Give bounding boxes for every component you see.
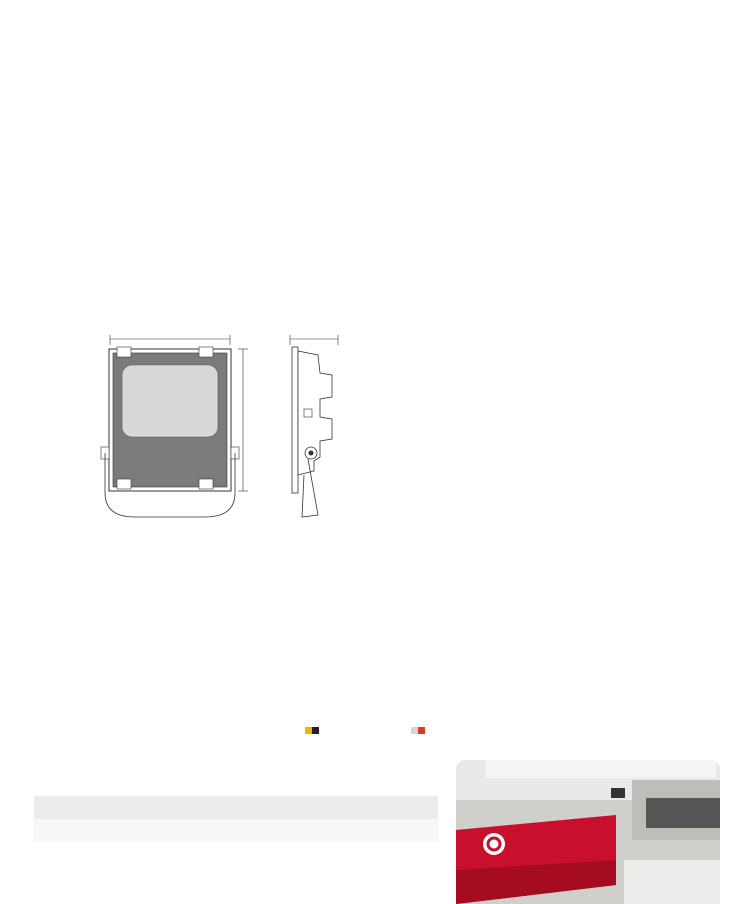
polar-curve-chart [34,566,224,726]
pkg-cell-weight [337,819,438,842]
pkg-cell-qty [236,819,337,842]
beam-legend-horizontal [411,725,427,734]
pkg-header-name [34,796,135,819]
pkg-cell-name [34,819,135,842]
beam-legend-vertical [305,725,321,734]
pkg-header-qty [236,796,337,819]
package-table [34,796,438,842]
pkg-header-weight [337,796,438,819]
vertical-swatch [305,727,312,734]
bank-sign-illustration [456,760,720,904]
horizontal-swatch [411,727,418,734]
front-view-drawing [95,325,255,525]
beam-chart [262,582,532,718]
pkg-header-size [135,796,236,819]
installation-photo [456,760,720,904]
pkg-cell-size [135,819,236,842]
side-view-drawing [280,325,360,525]
